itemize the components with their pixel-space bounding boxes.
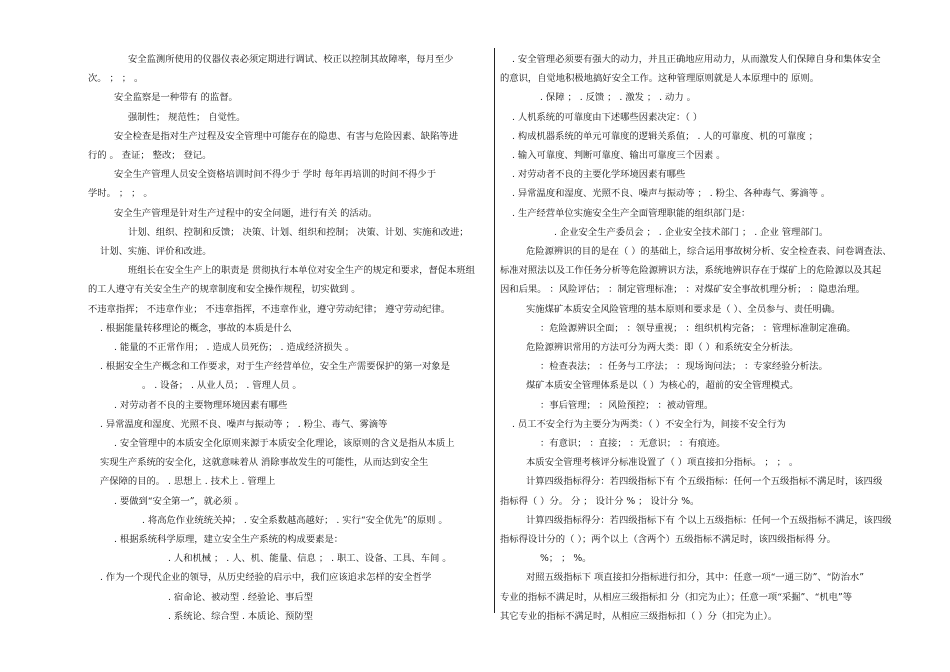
text-line: 学时。 ； ； 。: [88, 188, 153, 200]
text-line: . 宿命论、被动型 . 经验论、事后型: [168, 591, 313, 603]
text-line: 产保障的目的。 . 思想上 . 技术上 . 管理上: [100, 476, 276, 488]
text-line: 指标得（ ）分。 分 ； 设计分 % ； 设计分 %。: [500, 495, 700, 507]
text-line: 不违章指挥； 不违章作业； 不违章指挥，不违章作业，遵守劳动纪律； 遵守劳动纪律。: [88, 303, 451, 315]
text-line: . 异常温度和湿度、光照不良、噪声与振动等 ； . 粉尘、毒气、雾滴等: [100, 418, 388, 430]
text-line: ：有意识； ：直接； ：无意识； ：有痕迹。: [540, 438, 726, 450]
text-line: . 根据能量转移理论的概念，事故的本质是什么: [100, 322, 292, 334]
text-line: 其它专业的指标不满足时，从相应三级指标扣（ ）分（扣完为止）。: [500, 610, 778, 622]
text-line: . 对劳动者不良的主要物理环境因素有哪些: [114, 399, 288, 411]
text-line: ：事后管理； ：风险预控； ：被动管理。: [540, 399, 714, 411]
text-line: . 输入可靠度、判断可靠度、输出可靠度三个因素 。: [512, 150, 726, 162]
text-line: 本质安全管理考核评分标准设置了（ ）项直接扣分指标。 ； ； 。: [526, 457, 799, 469]
text-line: %； ； %。: [540, 553, 592, 565]
text-line: . 生产经营单位实施安全生产全面管理职能的组织部门是：: [512, 207, 751, 219]
text-line: 对照五级指标下 项直接扣分指标进行扣分，其中：任意一项“一通三防”、“防治水”: [526, 572, 865, 584]
text-line: . 安全管理中的本质安全化原则来源于本质安全化理论，该原则的含义是指从本质上: [114, 438, 455, 450]
text-line: ：危险源辨识全面； ：领导重视； ：组织机构完备； ：管理标准制定准确。: [540, 322, 856, 334]
text-line: 危险源辨识的目的是在（ ）的基础上，综合运用事故树分析、安全检查表、问卷调查法、: [526, 246, 892, 258]
left-column: [88, 50, 490, 626]
text-line: . 人机系统的可靠度由下述哪些因素决定：（ ）: [512, 111, 703, 123]
text-line: 煤矿本质安全管理体系是以（ ）为核心的，超前的安全管理模式。: [526, 380, 799, 392]
text-line: . 根据系统科学原理，建立安全生产系统的构成要素是：: [114, 534, 344, 546]
text-line: . 要做到“安全第一”，就必须 。: [114, 495, 244, 507]
text-line: 计算四级指标得分：若四级指标下有 个以上五级指标：任何一个五级指标不满足，该四级: [526, 514, 892, 526]
text-line: . 保障 ； . 反馈 ； . 激发 ； . 动力 。: [540, 92, 696, 104]
text-line: 实施煤矿本质安全风险管理的基本原则和要求是（ ）、全员参与、责任明确。: [526, 303, 841, 315]
text-line: 强制性； 规范性； 自觉性。: [128, 111, 246, 123]
text-line: 计算四级指标得分：若四级指标下有 个五级指标：任何一个五级指标不满足时，该四级: [526, 476, 883, 488]
text-line: 。 . 设备； . 从业人员； . 管理人员 。: [142, 380, 302, 392]
column-divider: [494, 48, 495, 613]
text-line: 安全生产管理是针对生产过程中的安全问题，进行有关 的活动。: [114, 207, 378, 219]
text-line: 安全监测所使用的仪器仪表必须定期进行调试、校正以控制其故障率，每月至少: [128, 54, 454, 65]
text-line: . 异常温度和湿度、光照不良、噪声与振动等 ； . 粉尘、各种毒气、雾滴等 。: [512, 188, 831, 200]
text-line: 安全监察是一种带有 的监督。: [114, 92, 238, 104]
text-line: 专业的指标不满足时，从相应三级指标扣 分（扣完为止）；任意一项“采掘”、“机电”等: [500, 591, 853, 603]
text-line: 实现生产系统的安全化，这就意味着从 消除事故发生的可能性，从而达到安全生: [100, 457, 429, 469]
text-line: 计划、组织、控制和反馈； 决策、计划、组织和控制； 决策、计划、实施和改进；: [128, 226, 469, 238]
text-line: 次。 ； ； 。: [88, 73, 144, 85]
text-line: . 能量的不正常作用； . 造成人员死伤； . 造成经济损失 。: [114, 342, 355, 354]
text-line: 指标得设计分的（ ）；两个以上（含两个）五级指标不满足时，该四级指标得 分。: [500, 534, 836, 546]
text-line: . 对劳动者不良的主要化学环境因素有哪些: [512, 169, 686, 181]
text-line: . 企业安全生产委员会 ； . 企业安全技术部门 ； . 企业 管理部门。: [554, 226, 829, 238]
text-line: . 系统论、综合型 . 本质论、预防型: [168, 610, 313, 622]
text-line: 的工人遵守有关安全生产的规章制度和安全操作规程，切实做到 。: [88, 284, 361, 296]
text-line: 危险源辨识常用的方法可分为两大类：即（ ）和系统安全分析法。: [526, 342, 799, 354]
text-line: 班组长在安全生产上的职责是 贯彻执行本单位对安全生产的规定和要求，督促本班组: [128, 265, 475, 277]
text-line: 因和后果。 ：风险评估； ：制定管理标准； ：对煤矿安全事故机理分析； ：隐患治理。: [500, 284, 866, 296]
text-line: 的意识，自觉地积极地搞好安全工作。这种管理原则就是人本原理中的 原则。: [500, 73, 820, 85]
text-line: . 作为一个现代企业的领导，从历史经验的启示中，我们应该追求怎样的安全哲学: [100, 572, 432, 584]
text-line: . 人和机械 ； . 人、机、能量、信息 ； . 职工、设备、工具、车间 。: [168, 553, 452, 565]
right-column: [500, 50, 910, 626]
text-line: 计划、实施、评价和改进。: [100, 246, 212, 258]
text-line: 标准对照法以及工作任务分析等危险源辨识方法，系统地辨识存在于煤矿上的危险源以及其起: [500, 265, 882, 277]
text-line: 行的 。 查证； 整改； 登记。: [88, 150, 212, 162]
text-line: . 员工不安全行为主要分为两类：（ ）不安全行为，间接不安全行为: [512, 418, 786, 430]
text-line: ：检查表法； ：任务与工序法； ：现场询问法； ：专家经验分析法。: [540, 361, 828, 373]
text-line: . 安全管理必须要有强大的动力，并且正确地应用动力，从而激发人们保障自身和集体安全: [512, 54, 881, 65]
text-line: . 根据安全生产概念和工作要求，对于生产经营单位，安全生产需要保护的第一对象是: [100, 361, 450, 373]
text-line: . 将高危作业统统关掉； . 安全系数越高越好； . 实行“安全优先”的原则 。: [142, 514, 448, 526]
text-line: . 构成机器系统的单元可靠度的逻辑关系值； . 人的可靠度、机的可靠度 ；: [512, 130, 818, 142]
text-line: 安全生产管理人员安全资格培训时间不得少于 学时 每年再培训的时间不得少于: [114, 169, 437, 181]
text-line: 安全检查是指对生产过程及安全管理中可能存在的隐患、有害与危险因素、缺陷等进: [114, 130, 458, 142]
